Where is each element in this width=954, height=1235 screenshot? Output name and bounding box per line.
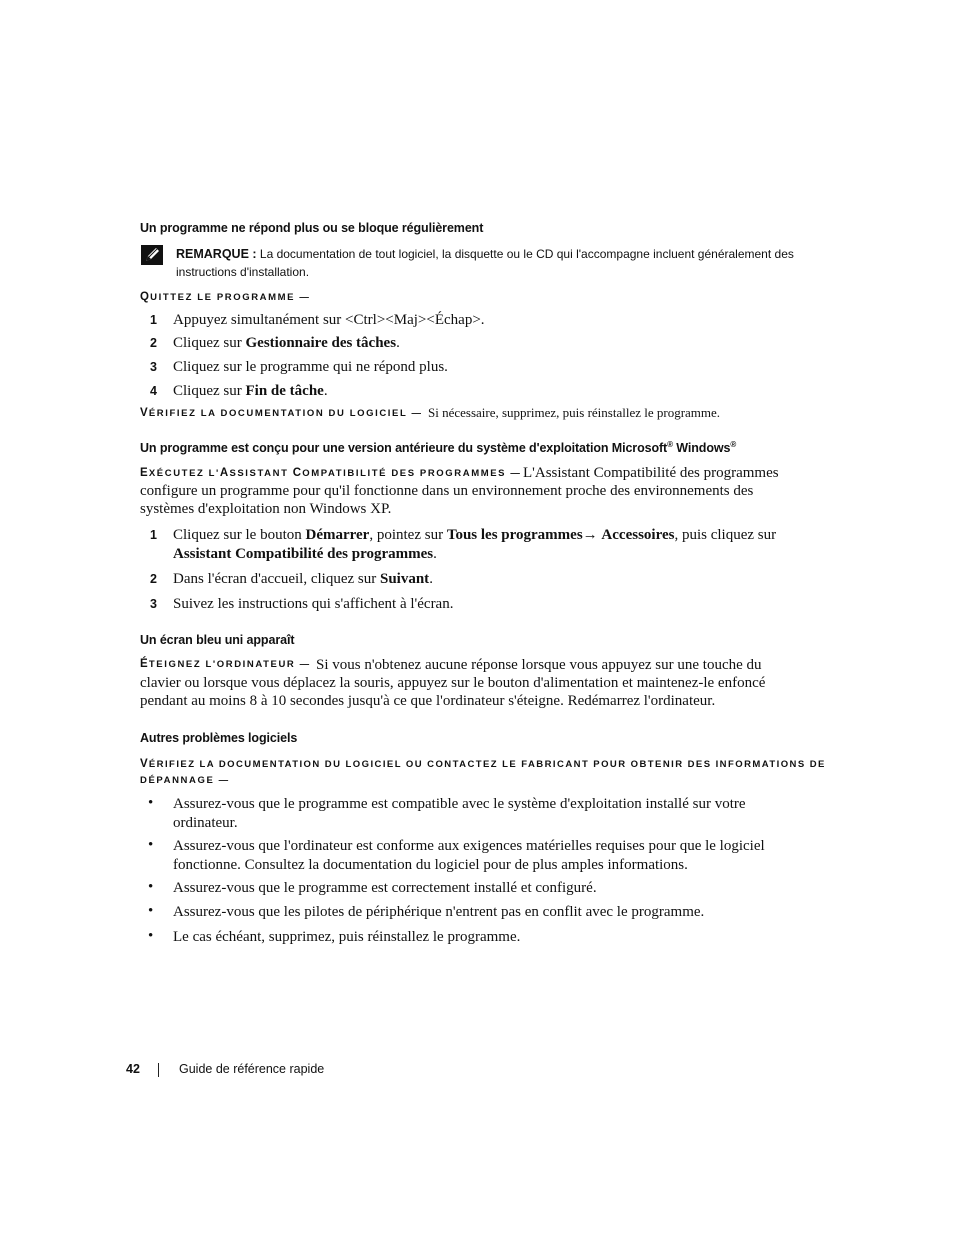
step-text-continuation: Assistant Compatibilité des programmes. — [173, 546, 437, 562]
step-number: 3 — [150, 597, 157, 611]
paragraph-line: pendant au moins 8 à 10 secondes jusqu'à ce que l'ordinateur s'éteigne. Redémarrez l'ordinateur. — [140, 693, 716, 709]
step-text: Cliquez sur le bouton Démarrer, pointez sur Tous les programmes→ Accessoires, puis cliquez sur — [173, 527, 777, 543]
footer-divider — [158, 1063, 159, 1077]
step-text: Appuyez simultanément sur <Ctrl><Maj><Échap>. — [173, 312, 485, 328]
step-number: 4 — [150, 384, 157, 398]
heading-text: Windows — [672, 441, 731, 456]
registered-mark: ® — [730, 440, 737, 449]
ui-term-task-manager: Gestionnaire des tâches — [245, 335, 397, 351]
procedure-title-quit-program — [140, 291, 310, 303]
registered-mark: ® — [667, 440, 673, 449]
ui-term-accessories: Accessoires — [601, 527, 675, 543]
paragraph-line: systèmes d'exploitation non Windows XP. — [140, 501, 392, 517]
step-number: 1 — [150, 313, 157, 327]
section-heading-blue-screen: Un écran bleu uni apparaît — [140, 633, 295, 647]
section-heading-older-windows — [140, 440, 736, 455]
ui-term-compatibility-wizard: Assistant Compatibilité des programmes — [173, 546, 434, 562]
step-text: Dans l'écran d'accueil, cliquez sur Suivant. — [173, 571, 433, 587]
pencil-note-icon — [141, 245, 163, 265]
heading-text: Un programme est conçu pour une version antérieure du système d'exploitation Microsoft — [140, 441, 668, 456]
procedure-title-rest: UITTEZ LE PROGRAMME — — [150, 292, 311, 303]
ui-term-end-task: Fin de tâche — [245, 383, 324, 399]
bullet-text: Le cas échéant, supprimez, puis réinstallez le programme. — [173, 929, 521, 945]
step-number: 1 — [150, 528, 157, 542]
step-number: 2 — [150, 336, 157, 350]
step-text: Cliquez sur le programme qui ne répond plus. — [173, 359, 448, 375]
paragraph-line: configure un programme pour qu'il fonctionne dans un environnement proche des environnements des — [140, 483, 754, 499]
footer-guide-title: Guide de référence rapide — [179, 1062, 325, 1076]
step-number: 2 — [150, 572, 157, 586]
procedure-title-compatibility-wizard: EXÉCUTEZ L'ASSISTANT COMPATIBILITÉ DES PROGRAMMES — — [140, 467, 522, 479]
procedure-title-rest: ÉRIFIEZ LA DOCUMENTATION DU LOGICIEL — — [148, 408, 423, 419]
ui-term-next: Suivant — [379, 571, 430, 587]
note-remarque — [176, 245, 816, 281]
bullet-marker: • — [148, 879, 154, 895]
step-text: Cliquez sur Gestionnaire des tâches. — [173, 335, 400, 351]
procedure-title-initial: V — [140, 407, 149, 419]
section-heading-program-not-responding: Un programme ne répond plus ou se bloque régulièrement — [140, 221, 484, 235]
procedure-title-initial: Q — [140, 291, 151, 303]
paragraph-line: L'Assistant Compatibilité des programmes — [523, 465, 779, 481]
note-body: La documentation de tout logiciel, la disquette ou le CD qui l'accompagne incluent généralement des instructions d'installation. — [176, 247, 794, 279]
note-label: REMARQUE : — [176, 247, 257, 261]
page-number: 42 — [126, 1062, 140, 1076]
section-heading-other-problems: Autres problèmes logiciels — [140, 731, 298, 745]
bullet-marker: • — [148, 837, 154, 853]
paragraph-line: Si vous n'obtenez aucune réponse lorsque vous appuyez sur une touche du — [316, 657, 762, 673]
procedure-title-continuation: DÉPANNAGE — — [140, 775, 230, 786]
ui-term-start: Démarrer — [305, 527, 370, 543]
step-text: Cliquez sur Fin de tâche. — [173, 383, 328, 399]
bullet-text: Assurez-vous que le programme est compatible avec le système d'exploitation installé sur votre ordinateur. — [173, 796, 746, 831]
bullet-text: Assurez-vous que le programme est correctement installé et configuré. — [173, 880, 597, 896]
bullet-text: Assurez-vous que l'ordinateur est conforme aux exigences matérielles requises pour que le logiciel fonctionne. Consultez la documentation du logiciel pour de plus amples informations. — [173, 838, 765, 873]
ui-term-all-programs: Tous les programmes — [446, 527, 583, 543]
procedure-title-verify-documentation — [140, 407, 423, 419]
bullet-marker: • — [148, 795, 154, 811]
bullet-marker: • — [148, 903, 154, 919]
procedure-title-verify-or-contact: VÉRIFIEZ LA DOCUMENTATION DU LOGICIEL OU CONTACTEZ LE FABRICANT POUR OBTENIR DES INFORMATIONS DE — [140, 758, 826, 770]
step-text: Suivez les instructions qui s'affichent à l'écran. — [173, 596, 454, 612]
verify-documentation-text: Si nécessaire, supprimez, puis réinstallez le programme. — [428, 405, 721, 420]
procedure-title-turn-off: ÉTEIGNEZ L'ORDINATEUR — — [140, 658, 311, 670]
step-number: 3 — [150, 360, 157, 374]
paragraph-line: clavier ou lorsque vous déplacez la souris, appuyez sur le bouton d'alimentation et maintenez-le enfoncé — [140, 675, 766, 691]
bullet-text: Assurez-vous que les pilotes de périphérique n'entrent pas en conflit avec le programme. — [173, 904, 705, 920]
bullet-marker: • — [148, 928, 154, 944]
